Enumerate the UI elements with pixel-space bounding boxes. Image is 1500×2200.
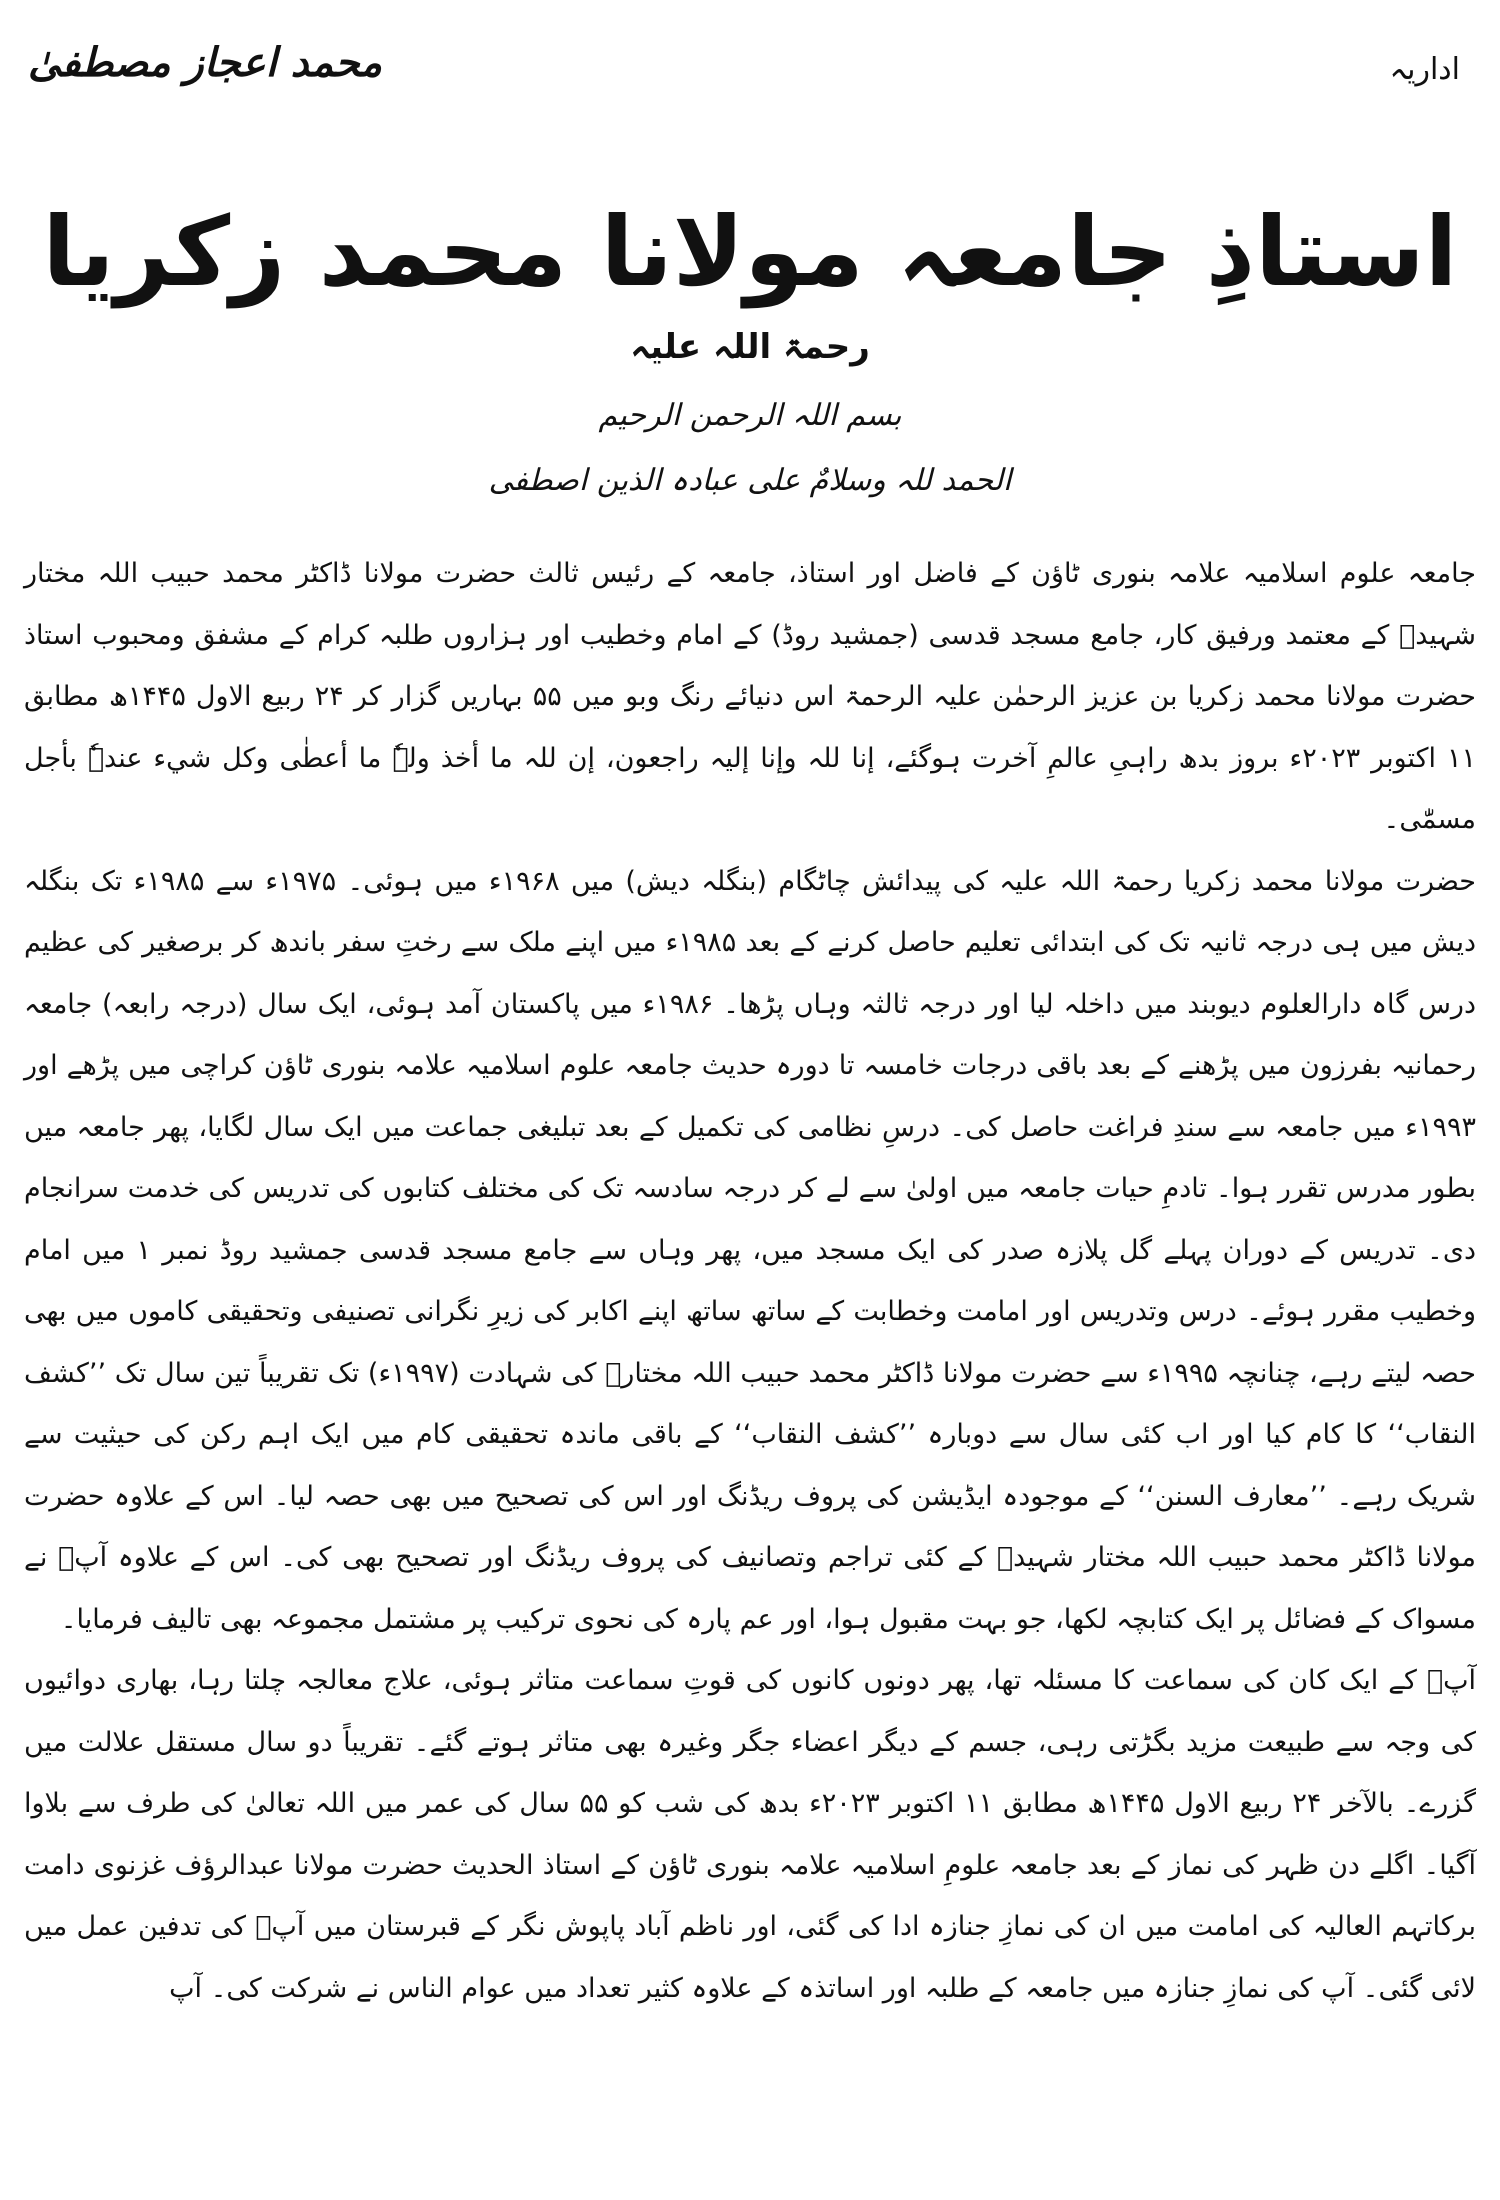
hamd-line: الحمد للہ وسلامٌ علی عبادہ الذین اصطفی (488, 463, 1012, 498)
article-title (0, 196, 1500, 411)
author-name: محمد اعجاز مصطفیٰ (28, 40, 383, 86)
paragraph-illness-death: آپؒ کے ایک کان کی سماعت کا مسئلہ تھا، پھر دونوں کانوں کی قوتِ سماعت متاثر ہوئی، علاج معالجہ چلتا رہا، بھاری دوائیوں کی وجہ سے طبیعت مزید بگڑتی رہی، جسم کے دیگر اعضاء جگر وغیرہ بھی متاثر ہوتے گئے۔ تقریباً دو سال مستقل علالت میں گزرے۔ بالآخر ۲۴ ربیع الاول ۱۴۴۵ھ مطابق ۱۱ اکتوبر ۲۰۲۳ء بدھ کی شب کو ۵۵ سال کی عمر میں اللہ تعالیٰ کی طرف سے بلاوا آگیا۔ اگلے دن ظہر کی نماز کے بعد جامعہ علومِ اسلامیہ علامہ بنوری ٹاؤن کے استاذ الحدیث حضرت مولانا عبدالرؤف غزنوی دامت برکاتہم العالیہ کی امامت میں ان کی نمازِ جنازہ ادا کی گئی، اور ناظم آباد پاپوش نگر کے قبرستان میں آپؒ کی تدفین عمل میں لائی گئی۔ آپ کی نمازِ جنازہ میں جامعہ کے طلبہ اور اساتذہ کے علاوہ کثیر تعداد میں عوام الناس نے شرکت کی۔ آپ (24, 1665, 1477, 2004)
basmala-line: بسم اللہ الرحمن الرحیم (598, 398, 902, 433)
paragraph-biography: حضرت مولانا محمد زکریا رحمۃ اللہ علیہ کی پیدائش چاٹگام (بنگلہ دیش) میں ۱۹۶۸ء میں ہوئی۔ ۱۹۷۵ء سے ۱۹۸۵ء تک بنگلہ دیش میں ہی درجہ ثانیہ تک کی ابتدائی تعلیم حاصل کرنے کے بعد ۱۹۸۵ء میں اپنے ملک سے رختِ سفر باندھ کر برصغیر کی عظیم درس گاہ دارالعلوم دیوبند میں داخلہ لیا اور درجہ ثالثہ وہاں پڑھا۔ ۱۹۸۶ء میں پاکستان آمد ہوئی، ایک سال (درجہ رابعہ) جامعہ رحمانیہ بفرزون میں پڑھنے کے بعد باقی درجات خامسہ تا دورہ حدیث جامعہ علوم اسلامیہ علامہ بنوری ٹاؤن کراچی میں پڑھے اور ۱۹۹۳ء میں جامعہ سے سندِ فراغت حاصل کی۔ درسِ نظامی کی تکمیل کے بعد تبلیغی جماعت میں ایک سال لگایا، پھر جامعہ میں بطور مدرس تقرر ہوا۔ تادمِ حیات جامعہ میں اولیٰ سے لے کر درجہ سادسہ تک کی مختلف کتابوں کی تدریس کی خدمت سرانجام دی۔ تدریس کے دوران پہلے گل پلازہ صدر کی ایک مسجد میں، پھر وہاں سے جامع مسجد قدسی جمشید روڈ نمبر ۱ میں امام وخطیب مقرر ہوئے۔ درس وتدریس اور امامت وخطابت کے ساتھ ساتھ اپنے اکابر کی زیرِ نگرانی تصنیفی وتحقیقی کاموں میں بھی حصہ لیتے رہے، چنانچہ ۱۹۹۵ء سے حضرت مولانا ڈاکٹر محمد حبیب اللہ مختارؒ کی شہادت (۱۹۹۷ء) تک تقریباً تین سال تک ’’کشف النقاب‘‘ کا کام کیا اور اب کئی سال سے دوبارہ ’’کشف النقاب‘‘ کے باقی ماندہ تحقیقی کام میں ایک اہم رکن کی حیثیت سے شریک رہے۔ ’’معارف السنن‘‘ کے موجودہ ایڈیشن کی پروف ریڈنگ اور اس کی تصحیح میں بھی حصہ لیا۔ اس کے علاوہ حضرت مولانا ڈاکٹر محمد حبیب اللہ مختار شہیدؒ کے کئی تراجم وتصانیف کی پروف ریڈنگ اور تصحیح بھی کی۔ اس کے علاوہ آپؒ نے مسواک کے فضائل پر ایک کتابچہ لکھا، جو بہت مقبول ہوا، اور عم پارہ کی نحوی ترکیب پر مشتمل مجموعہ بھی تالیف فرمایا۔ (24, 865, 1476, 1635)
section-label: اداریہ (1389, 52, 1460, 87)
article-body (24, 543, 1476, 2019)
title-text: استاذِ جامعہ مولانا محمد زکریا (42, 196, 1458, 308)
title-honorific: رحمۃ اللہ علیہ (630, 326, 870, 367)
paragraph-intro: جامعہ علوم اسلامیہ علامہ بنوری ٹاؤن کے فاضل اور استاذ، جامعہ کے رئیس ثالث حضرت مولانا ڈاکٹر محمد حبیب اللہ مختار شہیدؒ کے معتمد ورفیق کار، جامع مسجد قدسی (جمشید روڈ) کے امام وخطیب اور ہزاروں طلبہ کرام کے مشفق ومحبوب استاذ حضرت مولانا محمد زکریا بن عزیز الرحمٰن علیہ الرحمۃ اس دنیائے رنگ وبو میں ۵۵ بہاریں گزار کر ۲۴ ربیع الاول ۱۴۴۵ھ مطابق ۱۱ اکتوبر ۲۰۲۳ء بروز بدھ راہیِ عالمِ آخرت ہوگئے، إنا للہ وإنا إلیہ راجعون، إن للہ ما أخذ ولہٗ ما أعطٰی وکل شيء عندہٗ بأجل مسمّٰی۔ (24, 558, 1477, 835)
